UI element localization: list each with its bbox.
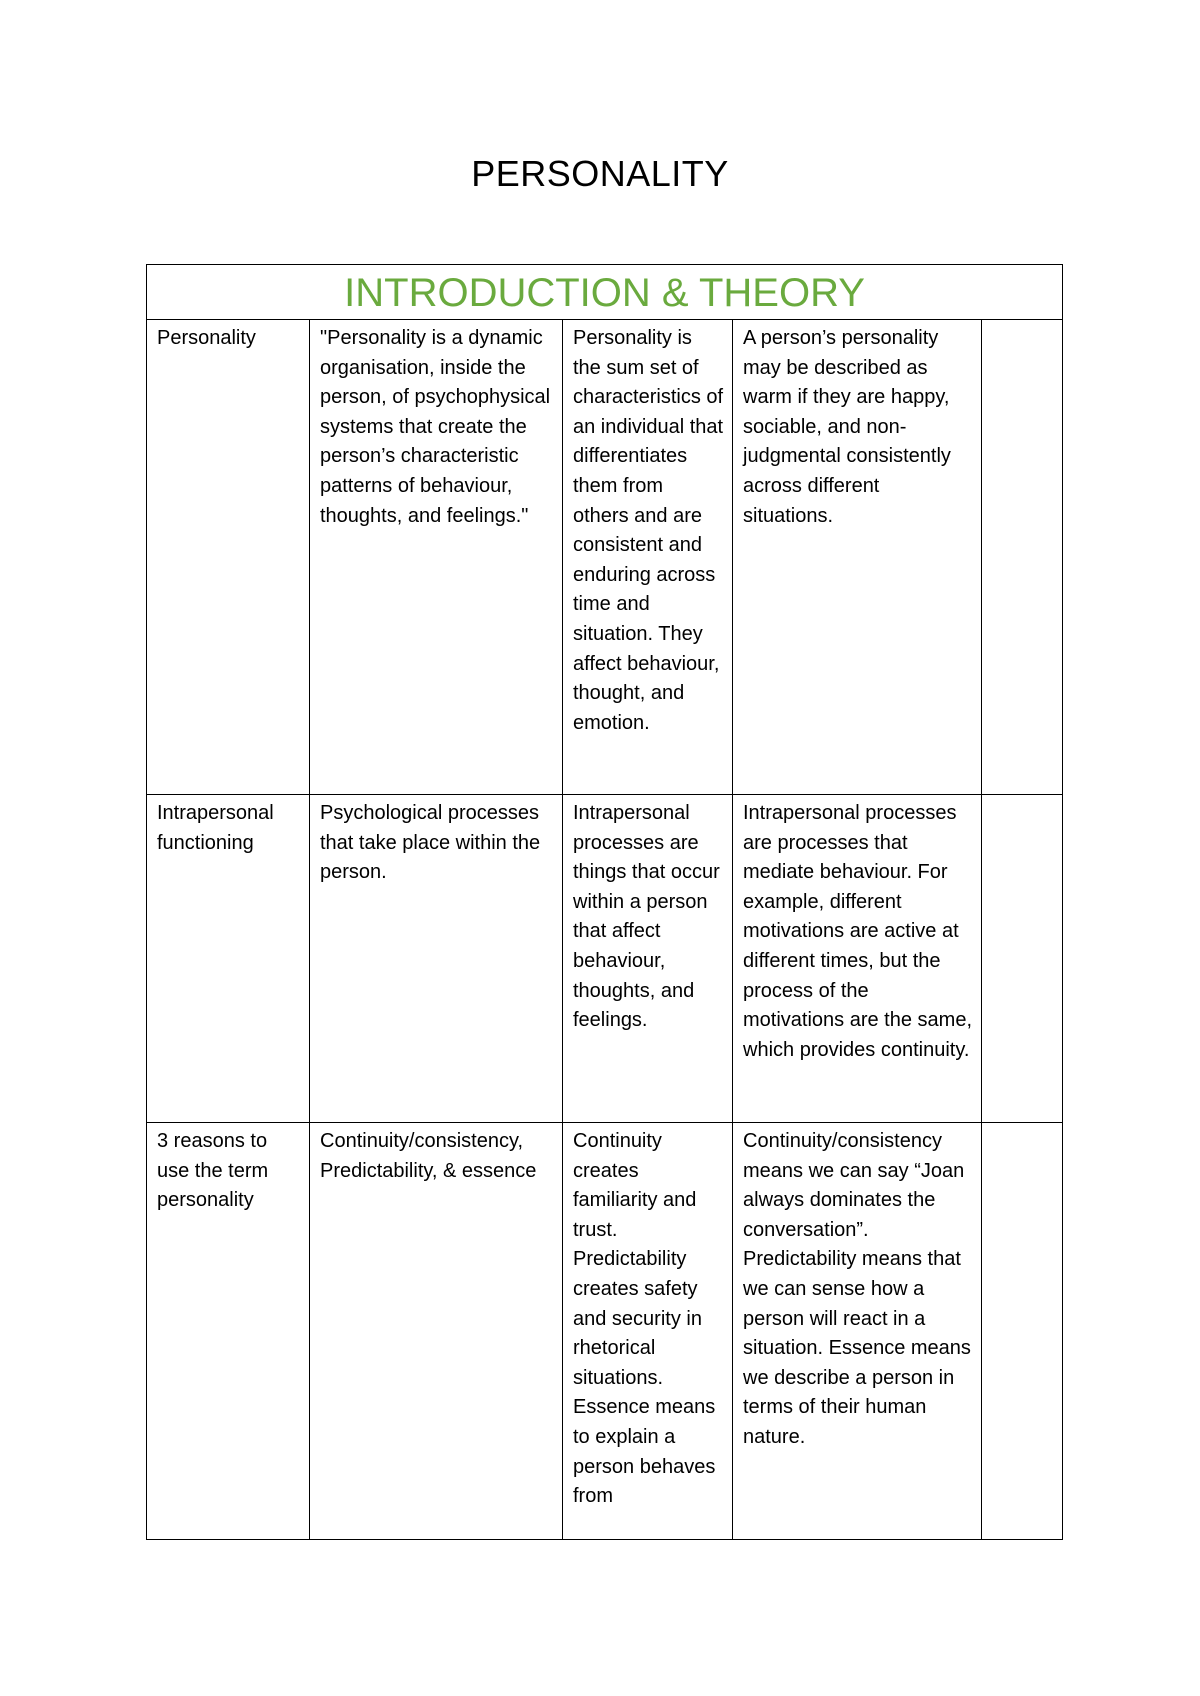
extra-cell bbox=[982, 320, 1063, 795]
section-heading-row bbox=[147, 265, 1063, 320]
term-cell: Intrapersonal functioning bbox=[147, 795, 310, 1123]
term-cell: Personality bbox=[147, 320, 310, 795]
extra-cell bbox=[982, 1123, 1063, 1540]
explanation-cell: Personality is the sum set of characteristics of an individual that differentiates them from others and are consistent and enduring across time and situation. They affect behaviour, thought, and emotion. bbox=[563, 320, 733, 795]
explanation-cell: Continuity creates familiarity and trust. Predictability creates safety and security in rhetorical situations. Essence means to explain a person behaves from bbox=[563, 1123, 733, 1540]
definition-cell: Continuity/consistency, Predictability, & essence bbox=[310, 1123, 563, 1540]
definition-cell: Psychological processes that take place within the person. bbox=[310, 795, 563, 1123]
table-row bbox=[147, 1123, 1063, 1540]
page-title: PERSONALITY bbox=[471, 153, 729, 194]
term-cell: 3 reasons to use the term personality bbox=[147, 1123, 310, 1540]
example-cell: A person’s personality may be described as warm if they are happy, sociable, and non-judgmental consistently across different situations. bbox=[733, 320, 982, 795]
notes-table bbox=[146, 264, 1063, 1540]
table-row bbox=[147, 320, 1063, 795]
definition-cell: "Personality is a dynamic organisation, inside the person, of psychophysical systems that create the person’s characteristic patterns of behaviour, thoughts, and feelings." bbox=[310, 320, 563, 795]
example-cell: Continuity/consistency means we can say “Joan always dominates the conversation”. Predictability means that we can sense how a person will react in a situation. Essence means we describe a person in terms of their human nature. bbox=[733, 1123, 982, 1540]
explanation-cell: Intrapersonal processes are things that occur within a person that affect behaviour, thoughts, and feelings. bbox=[563, 795, 733, 1123]
extra-cell bbox=[982, 795, 1063, 1123]
table-row bbox=[147, 795, 1063, 1123]
section-heading: INTRODUCTION & THEORY bbox=[147, 265, 1063, 320]
example-cell: Intrapersonal processes are processes that mediate behaviour. For example, different motivations are active at different times, but the process of the motivations are the same, which provides continuity. bbox=[733, 795, 982, 1123]
